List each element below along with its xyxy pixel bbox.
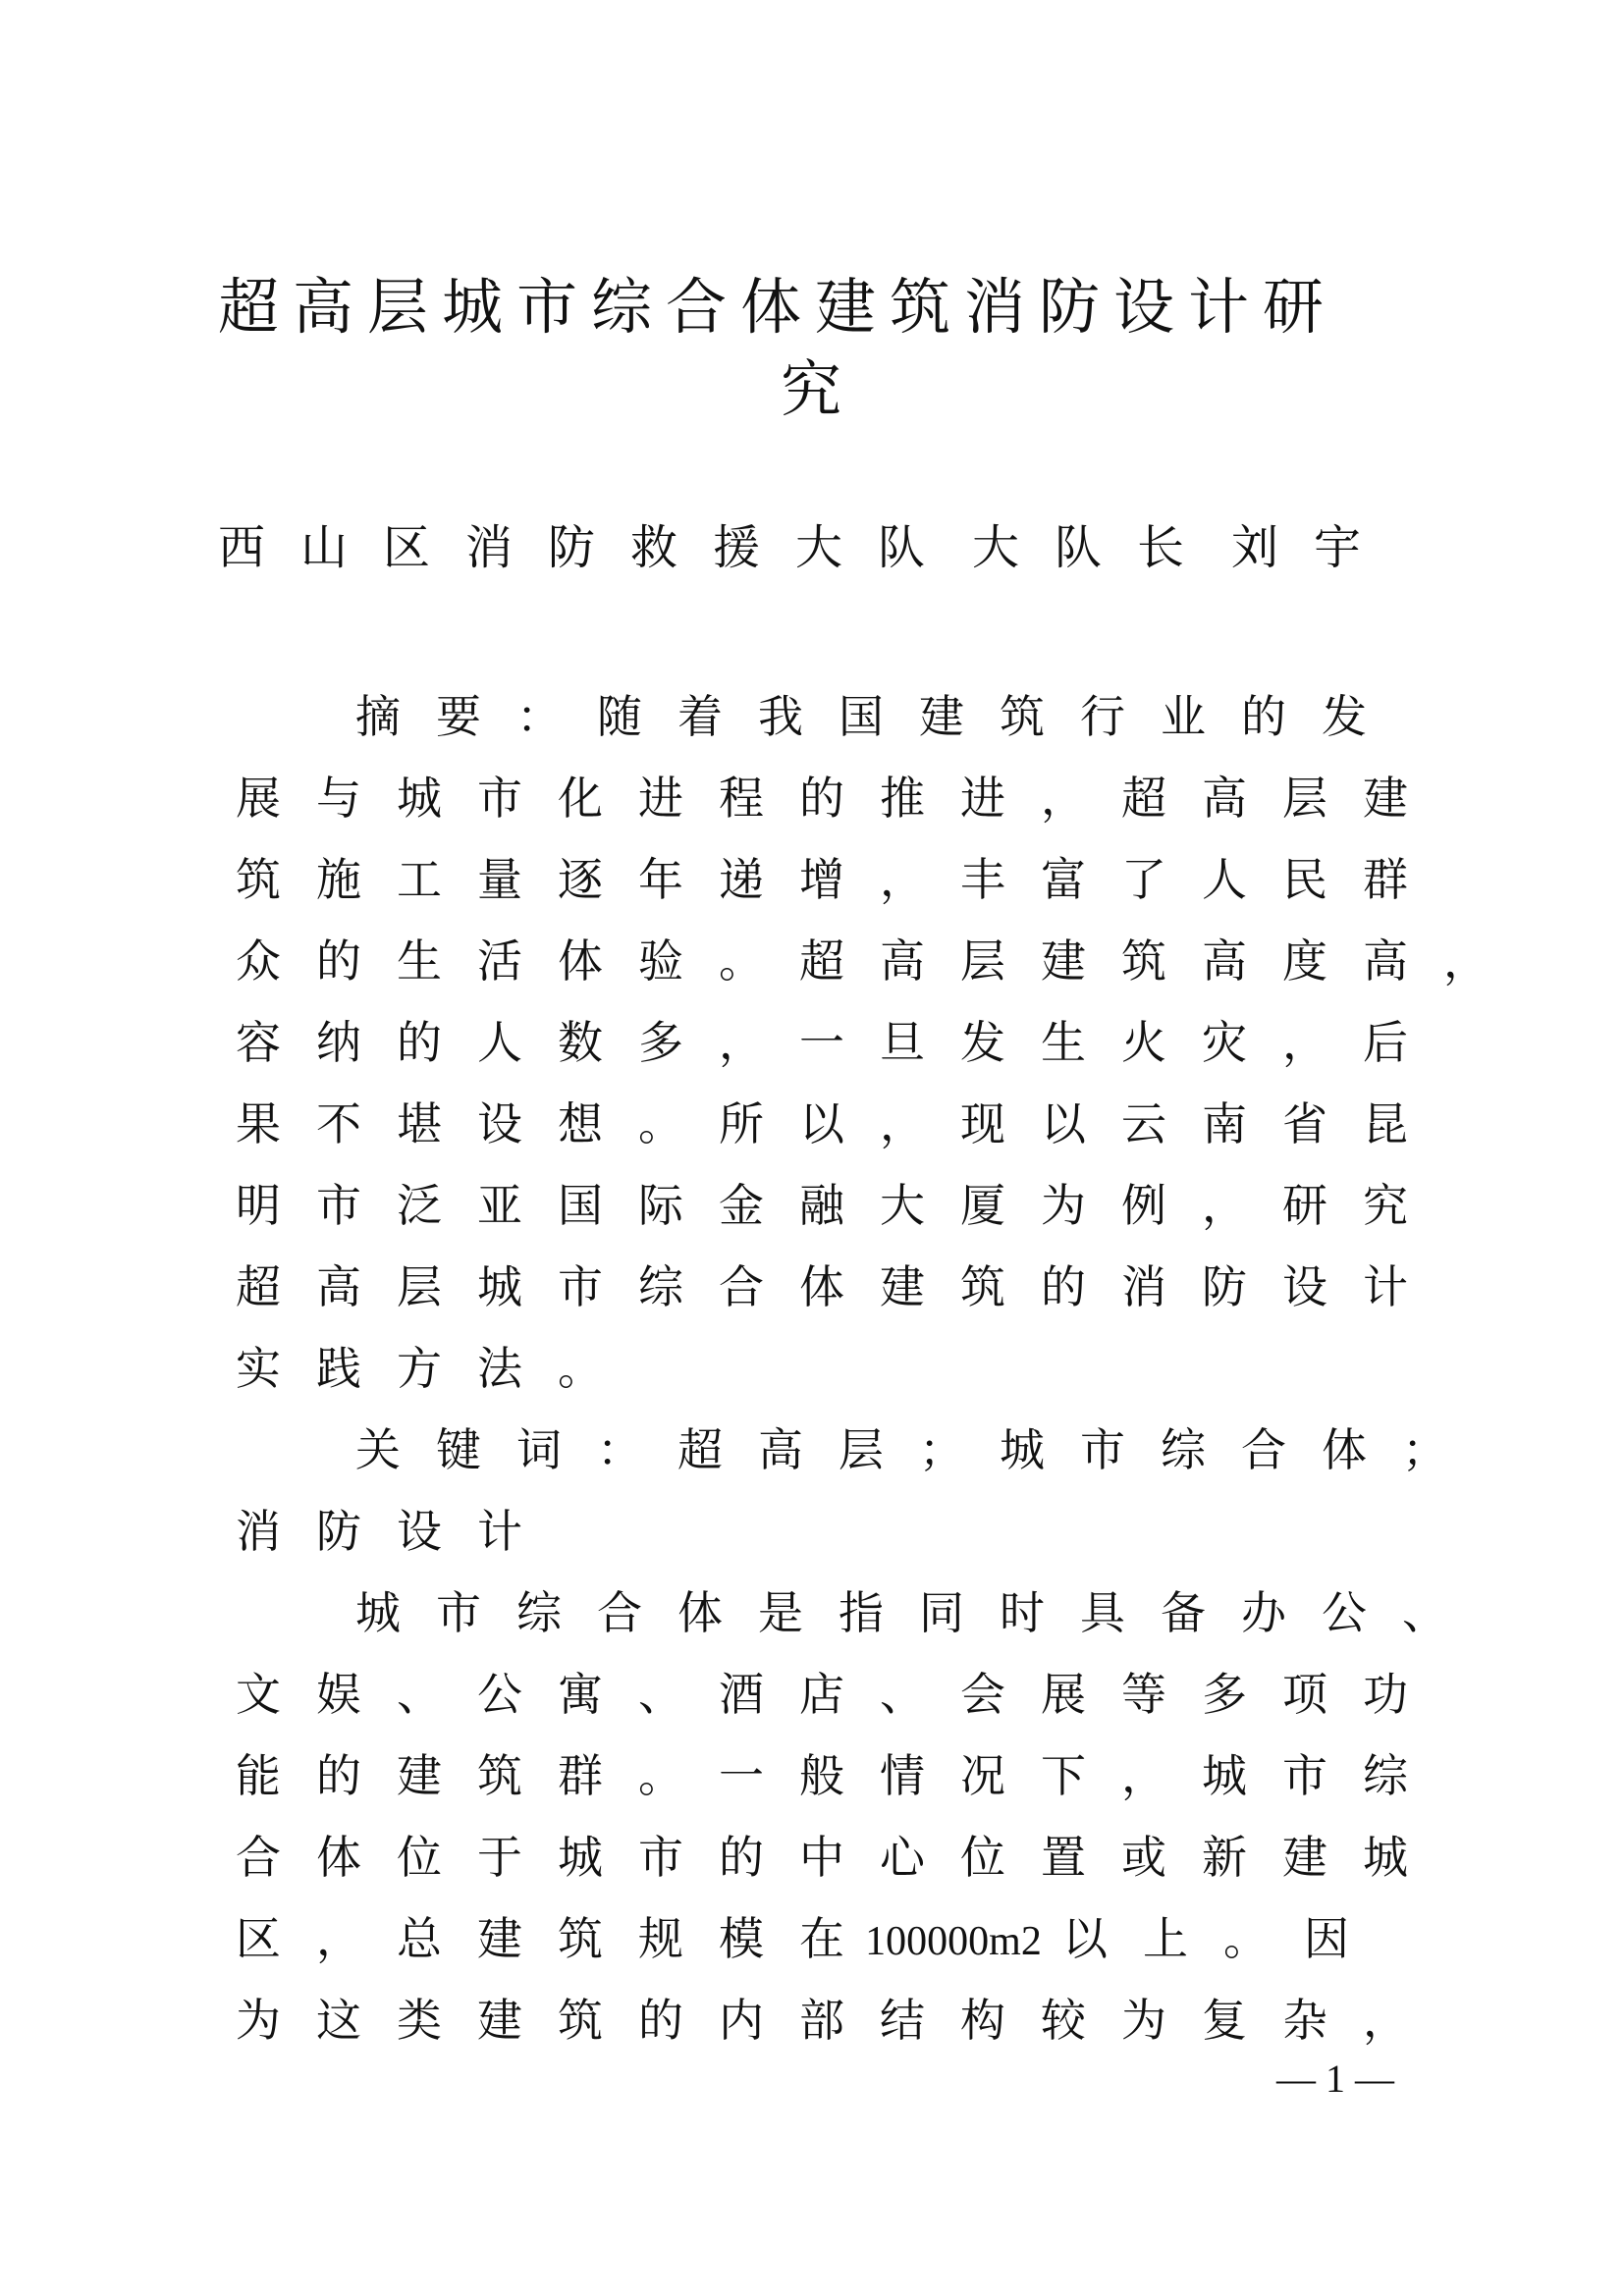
page-number: — 1 —: [1276, 2056, 1394, 2101]
body-line: 明 市 泛 亚 国 际 金 融 大 厦 为 例 ， 研 究: [236, 1179, 1408, 1232]
document-title-line-2: 究: [780, 353, 855, 425]
body-line: 文 娱 、 公 寓 、 酒 店 、 会 展 等 多 项 功: [236, 1668, 1408, 1721]
body-line: 果 不 堪 设 想 。 所 以 ， 现 以 云 南 省 昆: [236, 1097, 1408, 1150]
body-line: 合 体 位 于 城 市 的 中 心 位 置 或 新 建 城: [236, 1831, 1408, 1884]
body-line: 消 防 设 计: [236, 1505, 522, 1558]
body-line: 摘 要 ： 随 着 我 国 建 筑 行 业 的 发: [355, 690, 1367, 743]
body-line: 城 市 综 合 体 是 指 同 时 具 备 办 公 、: [355, 1586, 1447, 1639]
body-line: 筑 施 工 量 逐 年 递 增 ， 丰 富 了 人 民 群: [236, 853, 1408, 906]
body-line: 实 践 方 法 。: [236, 1342, 603, 1395]
body-line: 区 ， 总 建 筑 规 模 在 100000m2 以 上 。 因: [236, 1912, 1349, 1965]
author-role: 大队长: [971, 520, 1219, 575]
body-line: 超 高 层 城 市 综 合 体 建 筑 的 消 防 设 计: [236, 1260, 1408, 1313]
body-line: 展 与 城 市 化 进 程 的 推 进 ， 超 高 层 建: [236, 772, 1408, 825]
body-line: 众 的 生 活 体 验 。 超 高 层 建 筑 高 度 高 ，: [236, 934, 1489, 988]
body-line: 关 键 词 ： 超 高 层 ； 城 市 综 合 体 ；: [355, 1423, 1447, 1476]
body-line: 容 纳 的 人 数 多 ， 一 旦 发 生 火 灾 ， 后: [236, 1016, 1408, 1069]
author-org: 西山区消防救援大队: [218, 520, 961, 575]
body-line: 能 的 建 筑 群 。 一 般 情 况 下 ， 城 市 综: [236, 1749, 1408, 1802]
author-line: [218, 520, 1396, 575]
author-name: 刘宇: [1230, 520, 1396, 575]
body-line: 为 这 类 建 筑 的 内 部 结 构 较 为 复 杂 ，: [236, 1994, 1408, 2047]
document-title-line-1: 超高层城市综合体建筑消防设计研: [218, 271, 1338, 343]
